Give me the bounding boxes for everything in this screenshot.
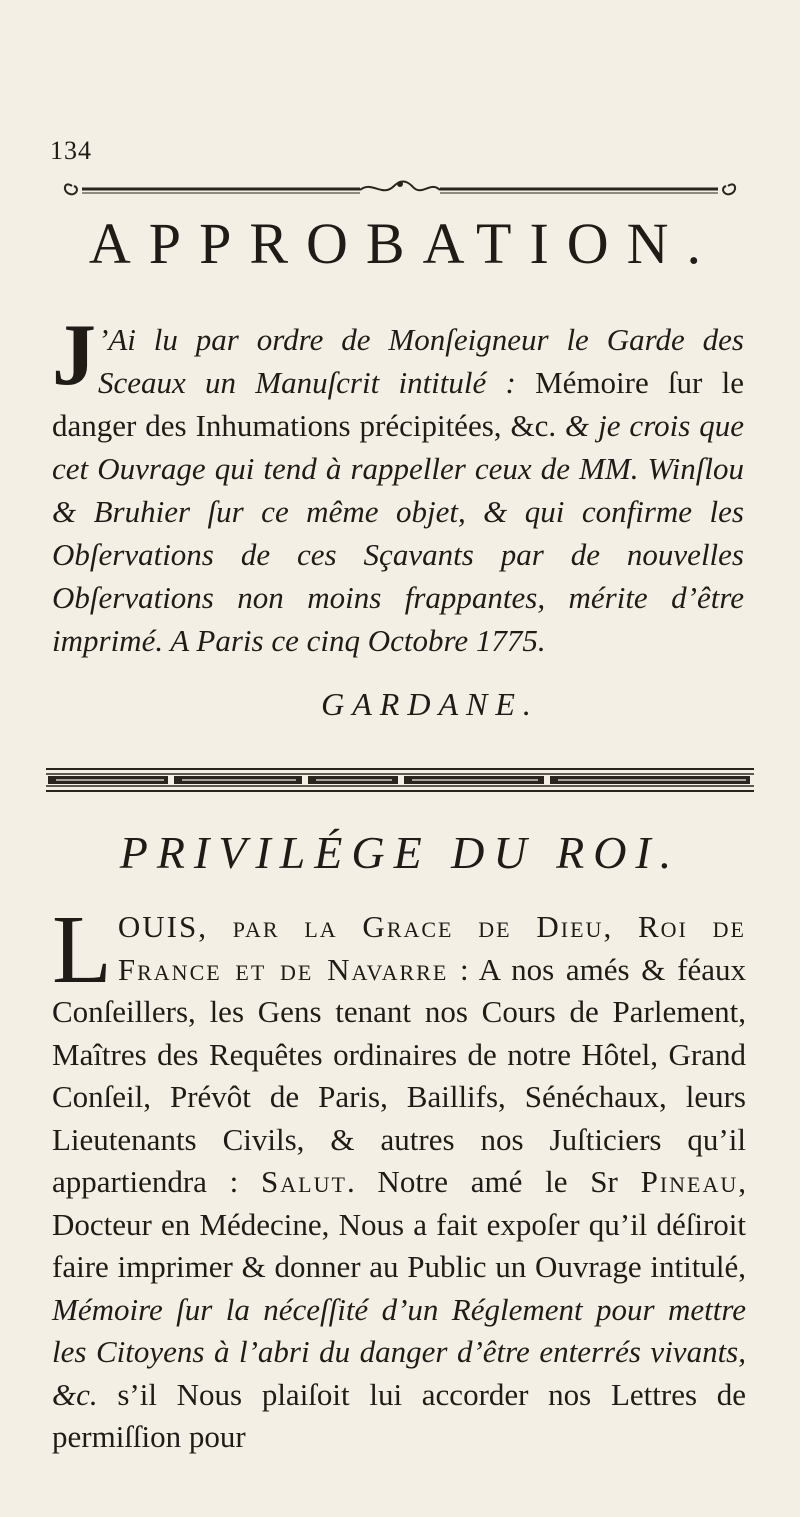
privilege-opening: OUIS, par la Grace de Dieu, Roi de France et de Navarre: [117, 909, 746, 987]
privilege-pineau: Pineau: [640, 1164, 739, 1199]
privilege-text-3: , Docteur en Médecine, Nous a fait expoſer qu’il déſiroit faire imprimer & donner au Public un Ouvrage intitulé,: [52, 1164, 746, 1284]
privilege-text-2: . Notre amé le Sr: [346, 1164, 641, 1199]
privilege-text-1: : A nos amés & féaux Conſeillers, les Gens tenant nos Cours de Parlement, Maîtres des Requêtes ordinaires de notre Hôtel, Grand Conſeil, Prévôt de Paris, Baillifs, Sénéchaux, leurs Lieutenants Civils, & autres nos Juſticiers qu’il appartiendra :: [52, 951, 746, 1199]
headpiece-ornament: [60, 178, 740, 200]
approbation-paragraph: [52, 307, 744, 662]
approbation-title: APPROBATION.: [88, 211, 720, 276]
approbation-work-title: Mémoire ſur le danger des Inhumations précipitées, &c.: [52, 365, 744, 443]
dropcap-j: J: [52, 307, 96, 404]
approbation-signature: GARDANE.: [321, 686, 539, 722]
privilege-salut: Salut: [261, 1164, 347, 1199]
privilege-text-4: s’il Nous plaiſoit lui accorder nos Lettres de permiſſion pour: [52, 1376, 746, 1454]
approbation-text-2: & je crois que cet Ouvrage qui tend à rappeller ceux de MM. Winſlou & Bruhier ſur ce même objet, & qui confirme les Obſervations de ces Sçavants par de nouvelles Obſervations non moins frappantes, mérite d’être imprimé. A Paris ce cinq Octobre 1775.: [52, 408, 744, 658]
approbation-text-1: ’Ai lu par ordre de Monſeigneur le Garde des Sceaux un Manuſcrit intitulé :: [98, 322, 744, 400]
page-number: 134: [50, 136, 92, 165]
privilege-paragraph: [52, 896, 746, 1459]
divider-ornament: [46, 765, 754, 795]
privilege-work-title: Mémoire ſur la néceſſité d’un Réglement pour mettre les Citoyens à l’abri du danger d’être enterrés vivants, &c.: [52, 1291, 746, 1412]
privilege-title: PRIVILÉGE DU ROI.: [119, 827, 681, 878]
dropcap-l: L: [52, 896, 112, 1004]
